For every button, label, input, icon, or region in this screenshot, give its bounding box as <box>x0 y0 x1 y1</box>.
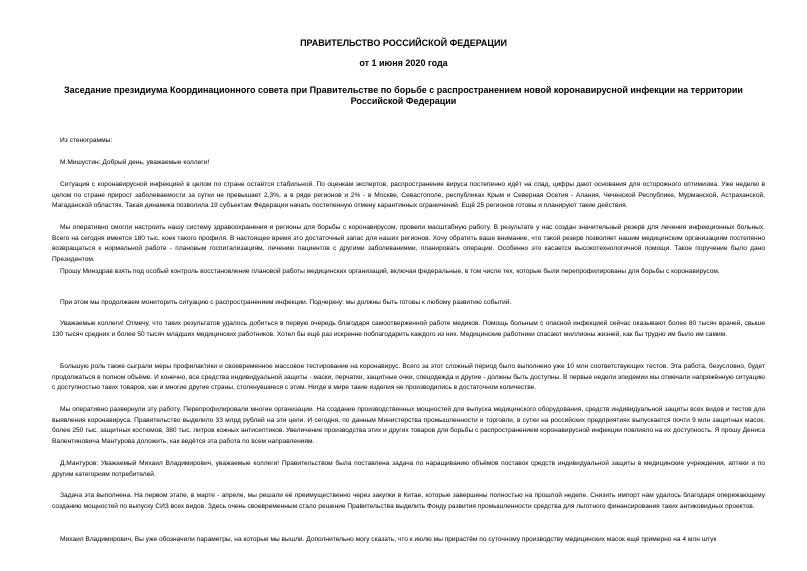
document-title: Заседание президиума Координационного совета при Правительстве по борьбе с распространением новой коронавирусной инфекции на территории Российской Федерации <box>64 85 743 106</box>
document-date: от 1 июня 2020 года <box>359 58 448 68</box>
paragraph: Уважаемые коллеги! Отмечу, что таких результатов удалось добиться в первую очередь благодаря самоотверженной работе медиков. Помощь больным с опасной инфекцией сейчас оказывают более 80 тысяч врачей, свыше 130 тысяч средних и более 50 тысяч младших медицинских работников. Хотел бы ещё раз искренне поблагодарить каждого из них. Медицинские работники спасают миллионы жизней, как бы трудно им было им самим. <box>52 320 765 338</box>
document-organization: ПРАВИТЕЛЬСТВО РОССИЙСКОЙ ФЕДЕРАЦИИ <box>300 38 507 48</box>
paragraph: Михаил Владимирович, Вы уже обозначили параметры, на которые мы вышли. Дополнительно могу сказать, что к июлю мы прирастём по суточному производству медицинских масок ещё примерно на 4 млн штук <box>60 536 717 543</box>
paragraph: Мы оперативно развернули эту работу. Перепрофилировали многие организации. На создание производственных мощностей для выпуска медицинского оборудования, средств индивидуальной защиты всех видов и тестов для выявления коронавируса. Правительство выделило 33 млрд рублей на эти цели. И сегодня, по данным Министерства промышленности и торговли, в сутки на российских предприятиях выпускается почти 9 млн защитных масок, более 250 тыс. защитных костюмов, 380 тыс. литров кожных антисептиков. Увеличение производства этих и других товаров для борьбы с распространением коронавирусной инфекции повлияло на их доступность. Я прошу Дениса Валентиновича Мантурова доложить, как ведётся эта работа по всем направлениям. <box>52 406 765 445</box>
paragraph: Д.Мантуров: Уважаемый Михаил Владимирович, уважаемые коллеги! Правительством была поставлена задача по наращиванию объёмов поставок средств индивидуальной защиты в медицинские учреждения, аптеки и по другим категориям потребителей. <box>52 460 765 478</box>
paragraph: Задача эта выполнена. На первом этапе, в марте - апреле, мы решали её преимущественно через закупки в Китае, которые завершены полностью на прошлой неделе. Снизить импорт нам удалось благодаря опережающему созданию мощностей по выпуску СИЗ всех видов. Здесь очень своевременным стало решение Правительства выделить Фонду развития промышленности средства для льготного финансирования таких антиковидных проектов. <box>52 492 765 510</box>
paragraph-greeting: М.Мишустин: Добрый день, уважаемые коллеги! <box>60 159 210 166</box>
paragraph: Большую роль также сыграли меры профилактики и своевременное массовое тестирование на коронавирус. Всего за этот сложный период было выполнено уже 10 млн соответствующих тестов. Эта работа, безусловно, будет продолжаться в полном объёме. И конечно, все средства индивидуальной защиты - маски, перчатки, защитные очки, спецодежда и другие - должны быть доступны. В первые недели эпидемии мы отмечали напряжённую ситуацию с доступностью таких товаров, как и многие другие страны, столкнувшиеся с этим. Нигде в мире такие изделия не производились в достаточном количестве. <box>52 363 765 392</box>
paragraph: Прошу Минздрав взять под особый контроль восстановление плановой работы медицинских организаций, включая федеральные, в том числе тех, которые были перепрофилированы для борьбы с коронавирусом. <box>60 268 720 275</box>
paragraph-intro: Из стенограммы: <box>60 137 113 144</box>
paragraph: Ситуация с коронавирусной инфекцией в целом по стране остаётся стабильной. По оценкам экспертов, распространение вируса постепенно идёт на спад, цифры дают основания для осторожного оптимизма. Уже неделю в целом по стране прирост заболеваемости за сутки не превышает 2,3%, а в ряде регионов и 2% - в Москве, Севастополе, республиках Крым и Северная Осетия - Алания, Чеченской Республике, Мурманской, Астраханской, Магаданской областях. Такая динамика позволила 19 субъектам Федерации начать постепенную отмену карантинных ограничений. Ещё 25 регионов готовы и планируют такие действия. <box>52 181 765 210</box>
paragraph: При этом мы продолжаем мониторить ситуацию с распространением инфекции. Подчеркну: мы должны быть готовы к любому развитию событий. <box>60 299 512 306</box>
paragraph: Мы оперативно смогли настроить нашу систему здравоохранения и регионы для борьбы с коронавирусом, провели масштабную работу. В результате у нас создан значительный резерв для лечения инфекционных больных. Всего на сегодня имеется 180 тыс. коек такого профиля. В настоящее время это достаточный запас для наших регионов. Хочу обратить ваше внимание, что такой резерв позволяет нашим медицинским организациям постепенно возвращаться к нормальной работе - плановым госпитализациям, лечению пациентов с другими заболеваниями, планировать операции. Особенно это касается высокотехнологичной помощи. Такое поручение было дано Президентом. <box>52 224 765 263</box>
